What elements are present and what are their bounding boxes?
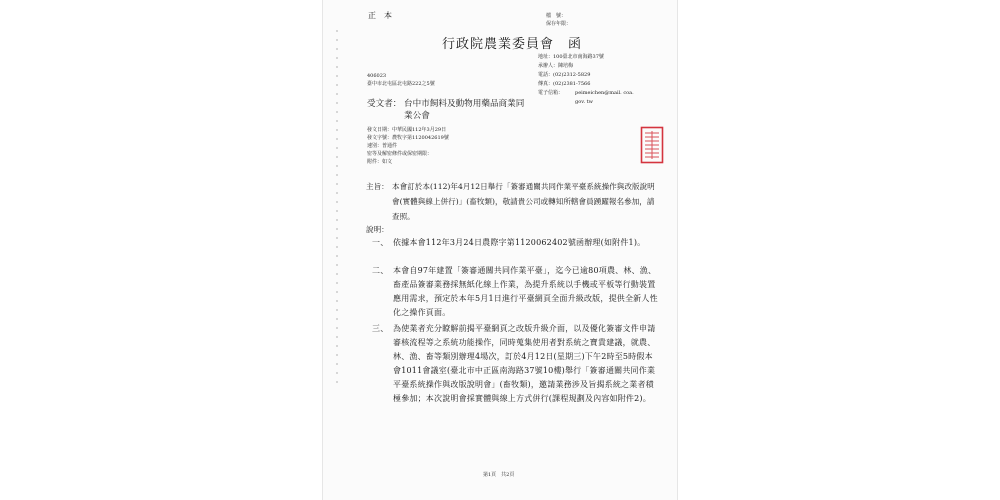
subject-label: 主旨： <box>366 182 389 191</box>
agency-email-value: peimeichen@mail. coa. <box>575 90 634 96</box>
attachment-info: 附件：如文 <box>367 159 393 165</box>
issue-date: 發文日期：中華民國112年3月29日 <box>367 127 447 133</box>
agency-address: 地址：100臺北市南海路37號 <box>538 54 604 60</box>
recipient-postal-code: 406023 <box>367 73 387 79</box>
item-text-1: 依據本會112年3月24日農際字第1120062402號函辦理(如附件1)。 <box>393 238 646 247</box>
official-seal-stamp <box>640 126 664 164</box>
item-text-3: 為使業者充分瞭解前揭平臺網頁之改版升級介面，以及優化簽審文件申請審核流程等之系統功能操作，同時蒐集使用者對系統之寶貴建議，就農、林、漁、畜等類別辦理4場次，訂於4月12日(星期三)下午2時至5時假本會1011會議室(臺北市中正區南海路37號10樓)舉行「簽審通關共同作業平臺系統操作與改版說明會」(畜牧類)，邀請業務涉及旨揭系統之業者積極參加；本次說明會採實體與線上方式併行(課程規劃及內容如附件2)。 <box>393 324 656 403</box>
item-text-2: 本會自97年建置「簽審通關共同作業平臺」，迄今已逾80項農、林、漁、畜產品簽審業務採無紙化線上作業，為提升系統以手機或平板等行動裝置應用需求，預定於本年5月1日進行平臺網頁全面升級改版，提供全新人性化之操作頁面。 <box>393 266 658 317</box>
page-footer: 第1頁 共2頁 <box>483 472 515 478</box>
punch-hole-marks <box>336 30 338 390</box>
item-number-3: 三、 <box>372 324 389 333</box>
retention-label: 保存年限： <box>546 21 572 27</box>
delivery-speed: 速別：普通件 <box>367 143 398 149</box>
recipient-address: 臺中市北屯區北屯路222之5號 <box>367 81 435 87</box>
item-number-1: 一、 <box>372 238 389 247</box>
agency-contact: 承辦人：陳培梅 <box>538 63 574 69</box>
agency-email-label: 電子信箱： <box>538 90 564 96</box>
agency-phone: 電話：(02)2312-5829 <box>538 72 591 78</box>
recipient-name-line1: 台中市飼料及動物用藥品商業同 <box>404 99 525 109</box>
subject-text: 本會訂於本(112)年4月12日舉行「簽審通關共同作業平臺系統操作與改版說明會(實體與線上併行)」(畜牧類)，敬請貴公司或轉知所轄會員踴躍報名參加，請查照。 <box>392 182 655 221</box>
original-copy-label: 正 本 <box>368 11 392 20</box>
recipient-name-line2: 業公會 <box>404 111 430 121</box>
agency-title: 行政院農業委員會 函 <box>442 37 583 52</box>
agency-email-value-2: gov. tw <box>575 99 593 105</box>
file-number-label: 檔 號： <box>546 13 567 19</box>
explanation-label: 說明： <box>366 225 389 234</box>
agency-fax: 傳真：(02)2381-7566 <box>538 81 591 87</box>
recipient-label: 受文者： <box>367 99 402 109</box>
item-number-2: 二、 <box>372 266 389 275</box>
security-level: 密等及解密條件或保密期限： <box>367 151 433 157</box>
issue-number: 發文字號：農牧字第1120042619號 <box>367 135 449 141</box>
